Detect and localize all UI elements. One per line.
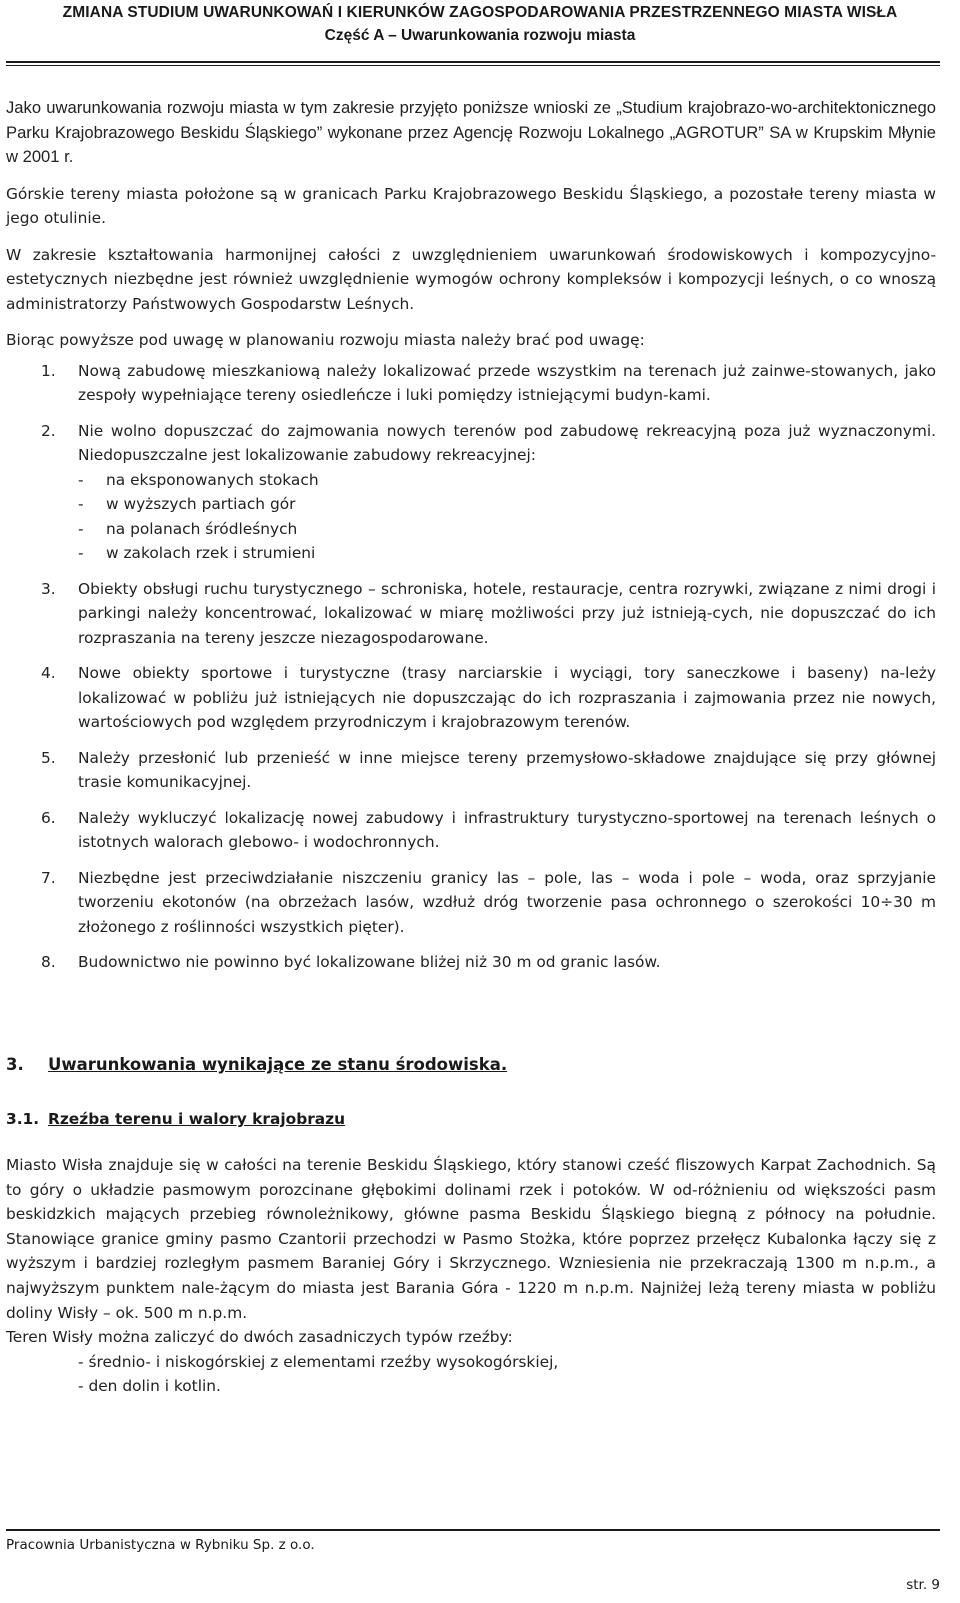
page-number: str. 9 [906, 1577, 940, 1593]
list-item [6, 806, 936, 855]
list-item-number: 6. [41, 808, 56, 827]
list-item-number: 1. [41, 361, 56, 380]
list-item [6, 577, 936, 651]
subsection-heading [6, 1110, 345, 1128]
list-item-text: Nową zabudowę mieszkaniową należy lokalizować przede wszystkim na terenach już zainwe-stowanych, jako zespoły wypełniające tereny osiedleńcze i luki pomiędzy istniejącymi budyn-kami. [78, 361, 936, 404]
list-item-text: Nie wolno dopuszczać do zajmowania nowych terenów pod zabudowę rekreacyjną poza już wyznaczonymi. Niedopuszczalne jest lokalizowanie zabudowy rekreacyjnej: [78, 421, 936, 464]
header-rule [6, 61, 940, 63]
list-item-text: Obiekty obsługi ruchu turystycznego – schroniska, hotele, restauracje, centra rozrywki, związane z nimi drogi i parkingi należy koncentrować, lokalizować w miarę możliwości przy już istnieją-cych, nie dopuszczać do ich rozpraszania na tereny jeszcze niezagospodarowane. [78, 579, 936, 647]
list-item-text: Niezbędne jest przeciwdziałanie niszczeniu granicy las – pole, las – woda i pole – woda, oraz sprzyjanie tworzeniu ekotonów (na obrzeżach lasów, wzdłuż dróg tworzenie pasa ochronnego o szerokości 10÷30 m złożonego z roślinności wszystkich pięter). [78, 868, 936, 936]
list-item-text: Nowe obiekty sportowe i turystyczne (trasy narciarskie i wyciągi, tory saneczkowe i baseny) na-leży lokalizować w pobliżu już istniejących nie dopuszczając do ich rozpraszania i zajmowania przez nie nowych, wartościowych pod względem przyrodniczym i krajobrazowym terenów. [78, 664, 936, 731]
body-list-item: - średnio- i niskogórskiej z elementami rzeźby wysokogórskiej, [78, 1352, 559, 1371]
main-content [6, 96, 936, 986]
sub-list-item: - w wyższych partiach gór [78, 495, 296, 513]
sub-list-item: - na polanach śródleśnych [78, 519, 298, 538]
list-item [6, 661, 936, 735]
sub-list-item: - na eksponowanych stokach [78, 470, 319, 489]
intro-paragraph-2: Górskie tereny miasta położone są w granicach Parku Krajobrazowego Beskidu Śląskiego, a pozostałe tereny miasta w jego otulinie. [6, 184, 936, 227]
subsection-number: 3.1. [6, 1110, 40, 1128]
sub-list [78, 468, 936, 566]
list-item [6, 746, 936, 795]
footer-company: Pracownia Urbanistyczna w Rybniku Sp. z o.o. [6, 1537, 315, 1553]
header-rule-thin [6, 65, 940, 66]
list-item [6, 419, 936, 566]
body-paragraph: Teren Wisły można zaliczyć do dwóch zasadniczych typów rzeźby: [6, 1328, 513, 1347]
section-number: 3. [6, 1055, 24, 1074]
body-paragraph: Miasto Wisła znajduje się w całości na terenie Beskidu Śląskiego, który stanowi cześć fliszowych Karpat Zachodnich. Są to góry o układzie pasmowym porozcinane głębokimi dolinami rzek i potoków. W od-różnieniu od większości pasm beskidzkich mających przebieg równoleżnikowy, główne pasma Beskidu Śląskiego biegną z północy na południe. Stanowiące granice gminy pasmo Czantorii przechodzi w Pasmo Stożka, które poprzez przełęcz Kubalonka łączy się z wyższym i bardziej rozległym pasmem Baraniej Góry i Skrzycznego. Wzniesienia nie przekraczają 1300 m n.p.m., a najwyższym punktem nale-żącym do miasta jest Barania Góra - 1220 m n.p.m. Najniżej leżą tereny miasta w pobliżu doliny Wisły – ok. 500 m n.p.m. [6, 1156, 936, 1322]
list-item-number: 7. [41, 868, 56, 887]
footer-rule [6, 1529, 940, 1531]
list-item-number: 2. [41, 421, 56, 440]
recommendations-list [6, 359, 936, 975]
section-body [6, 1153, 936, 1399]
page-header [0, 4, 960, 45]
sub-list-item: - w zakolach rzek i strumieni [78, 544, 316, 562]
document-part-title: Część A – Uwarunkowania rozwoju miasta [324, 27, 636, 44]
intro-paragraph-4: Biorąc powyższe pod uwagę w planowaniu rozwoju miasta należy brać pod uwagę: [6, 331, 645, 349]
list-item-text: Należy przesłonić lub przenieść w inne miejsce tereny przemysłowo-składowe znajdujące się przy głównej trasie komunikacyjnej. [78, 748, 936, 791]
list-item-number: 4. [41, 664, 56, 682]
list-item [6, 950, 936, 975]
section-title: Uwarunkowania wynikające ze stanu środowiska. [48, 1055, 508, 1074]
section-heading [6, 1055, 507, 1074]
list-item-number: 3. [41, 579, 56, 598]
document-title: ZMIANA STUDIUM UWARUNKOWAŃ I KIERUNKÓW ZAGOSPODAROWANIA PRZESTRZENNEGO MIASTA WISŁA [62, 4, 898, 21]
list-item [6, 359, 936, 408]
list-item-number: 5. [41, 748, 56, 767]
intro-paragraph-3: W zakresie kształtowania harmonijnej całości z uwzględnieniem uwarunkowań środowiskowych i kompozycyjno-estetycznych niezbędne jest również uwzględnienie wymogów ochrony kompleksów i kompozycji leśnych, o co wnoszą administratorzy Państwowych Gospodarstw Leśnych. [6, 245, 936, 313]
list-item-text: Należy wykluczyć lokalizację nowej zabudowy i infrastruktury turystyczno-sportowej na terenach leśnych o istotnych walorach glebowo- i wodochronnych. [78, 808, 936, 851]
list-item-text: Budownictwo nie powinno być lokalizowane bliżej niż 30 m od granic lasów. [78, 953, 661, 971]
subsection-title: Rzeźba terenu i walory krajobrazu [48, 1110, 346, 1128]
body-list-item: - den dolin i kotlin. [78, 1377, 221, 1396]
list-item-number: 8. [41, 953, 56, 971]
intro-paragraph-1: Jako uwarunkowania rozwoju miasta w tym zakresie przyjęto poniższe wnioski ze „Studium krajobrazo-wo-architektonicznego Parku Krajobrazowego Beskidu Śląskiego” wykonane przez Agencję Rozwoju Lokalnego „AGROTUR” SA w Krupskim Młynie w 2001 r. [6, 98, 936, 166]
list-item [6, 866, 936, 940]
